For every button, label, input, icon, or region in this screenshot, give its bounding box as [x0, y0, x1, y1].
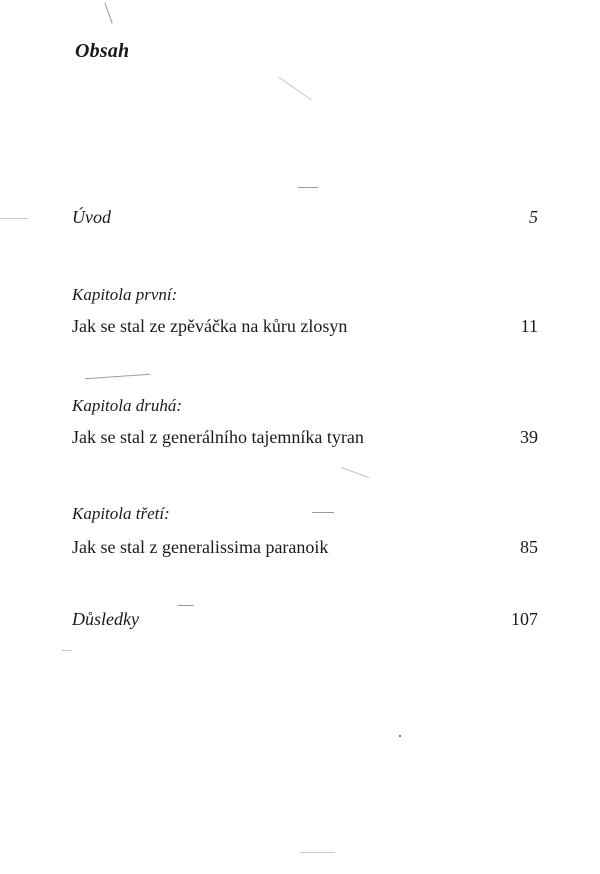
scan-mark	[0, 218, 28, 219]
scan-mark	[278, 77, 311, 101]
scan-mark	[178, 605, 194, 606]
toc-entry-label: Jak se stal z generalissima paranoik	[72, 537, 329, 557]
scan-speck	[399, 735, 401, 737]
toc-entry-chapter-1[interactable]	[72, 316, 538, 342]
toc-entry-chapter-3[interactable]	[72, 537, 538, 563]
toc-entry-label: Jak se stal ze zpěváčka na kůru zlosyn	[72, 316, 348, 336]
toc-entry-chapter-2[interactable]	[72, 427, 538, 453]
chapter-kicker: Kapitola první:	[72, 285, 178, 304]
toc-entry-page: 85	[520, 537, 538, 557]
toc-entry-intro[interactable]	[72, 207, 538, 233]
scan-mark	[62, 650, 72, 651]
scan-mark	[300, 852, 335, 853]
toc-entry-page: 39	[520, 427, 538, 447]
toc-entry-label: Důsledky	[72, 609, 139, 629]
toc-entry-page: 5	[529, 207, 538, 227]
toc-entry-page: 11	[520, 316, 538, 336]
scan-mark	[104, 2, 112, 23]
toc-heading: Obsah	[75, 40, 130, 62]
scan-mark	[298, 187, 318, 188]
chapter-kicker: Kapitola druhá:	[72, 396, 183, 415]
scan-mark	[85, 374, 150, 380]
toc-entry-page: 107	[511, 609, 538, 629]
chapter-kicker: Kapitola třetí:	[72, 504, 170, 523]
scan-mark	[312, 512, 334, 513]
toc-entry-conclusion[interactable]	[72, 609, 538, 635]
toc-entry-label: Úvod	[72, 207, 111, 227]
toc-entry-label: Jak se stal z generálního tajemníka tyran	[72, 427, 364, 447]
scan-mark	[341, 467, 370, 478]
